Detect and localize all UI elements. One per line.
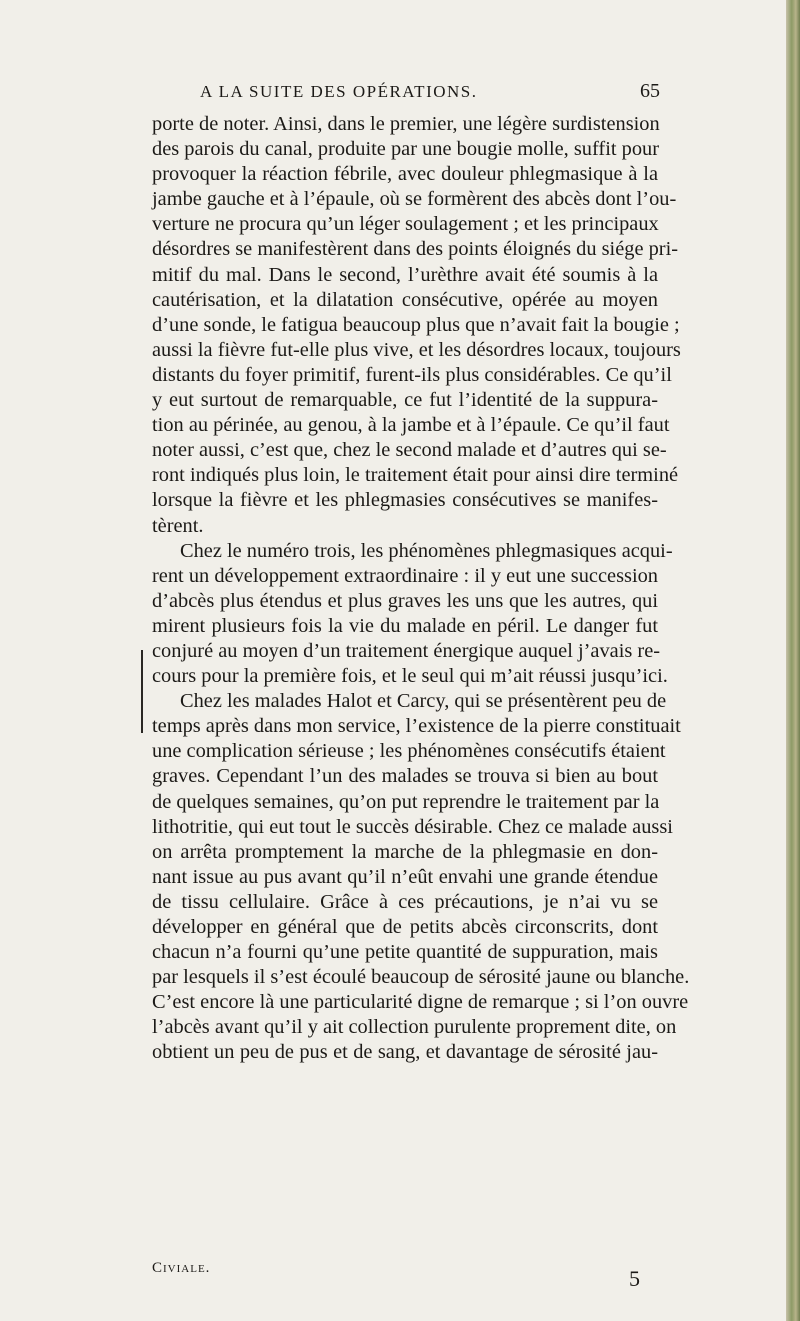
margin-mark [141,650,143,733]
text-line: ront indiqués plus loin, le traitement était pour ainsi dire terminé [152,464,679,487]
body-text [152,112,690,1066]
text-line: verture ne procura qu’un léger soulagement ; et les principaux [152,213,659,236]
sheet-number: 5 [629,1266,640,1291]
text-line: d’une sonde, le fatigua beaucoup plus que n’avait fait la bougie ; [152,313,680,336]
text-line: C’est encore là une particularité digne de remarque ; si l’on ouvre [152,991,689,1014]
page-footer [152,1258,658,1298]
text-line: on arrêta promptement la marche de la phlegmasie en don- [152,840,658,863]
text-line: rent un développement extraordinaire : il y eut une succession [152,564,658,587]
page-edge [786,0,800,1321]
text-line: tèrent. [152,514,204,537]
text-line: désordres se manifestèrent dans des points éloignés du siége pri- [152,238,679,261]
text-line: obtient un peu de pus et de sang, et davantage de sérosité jau- [152,1041,658,1064]
text-line: chacun n’a fourni qu’une petite quantité de suppuration, mais [152,941,658,964]
text-line: lorsque la fièvre et les phlegmasies consécutives se manifes- [152,489,658,512]
signature-mark: Civiale. [152,1260,211,1276]
text-line: d’abcès plus étendus et plus graves les uns que les autres, qui [152,589,658,612]
text-line: l’abcès avant qu’il y ait collection purulente proprement dite, on [152,1016,677,1039]
text-line: graves. Cependant l’un des malades se trouva si bien au bout [152,765,658,788]
text-line: porte de noter. Ainsi, dans le premier, une légère surdistension [152,113,660,135]
text-line: cours pour la première fois, et le seul qui m’ait réussi jusqu’ici. [152,665,668,688]
page-header [200,82,660,110]
text-line: y eut surtout de remarquable, ce fut l’identité de la suppura- [152,389,658,412]
text-line: de quelques semaines, qu’on put reprendre le traitement par la [152,790,660,813]
text-line: aussi la fièvre fut-elle plus vive, et les désordres locaux, toujours [152,338,681,361]
page-number: 65 [640,80,660,102]
text-line: temps après dans mon service, l’existence de la pierre constituait [152,715,681,738]
text-line: développer en général que de petits abcès circonscrits, dont [152,916,658,938]
text-line: Chez le numéro trois, les phénomènes phlegmasiques acqui- [180,539,673,562]
text-line: jambe gauche et à l’épaule, où se formèrent des abcès dont l’ou- [152,188,677,211]
text-line: nant issue au pus avant qu’il n’eût envahi une grande étendue [152,865,658,888]
text-line: tion au périnée, au genou, à la jambe et à l’épaule. Ce qu’il faut [152,414,670,437]
running-head: A LA SUITE DES OPÉRATIONS. [200,82,478,101]
text-line: par lesquels il s’est écoulé beaucoup de sérosité jaune ou blanche. [152,966,690,989]
text-line: mitif du mal. Dans le second, l’urèthre avait été soumis à la [152,263,658,286]
text-line: de tissu cellulaire. Grâce à ces précautions, je n’ai vu se [152,890,658,913]
text-line: noter aussi, c’est que, chez le second malade et d’autres qui se- [152,439,667,462]
text-line: une complication sérieuse ; les phénomènes consécutifs étaient [152,740,666,763]
text-line: des parois du canal, produite par une bougie molle, suffit pour [152,138,659,161]
text-line: lithotritie, qui eut tout le succès désirable. Chez ce malade aussi [152,815,673,838]
text-line: cautérisation, et la dilatation consécutive, opérée au moyen [152,288,658,311]
text-line: provoquer la réaction fébrile, avec douleur phlegmasique à la [152,163,658,186]
text-line: mirent plusieurs fois la vie du malade en péril. Le danger fut [152,614,658,637]
text-line: conjuré au moyen d’un traitement énergique auquel j’avais re- [152,639,661,662]
text-line: Chez les malades Halot et Carcy, qui se présentèrent peu de [180,690,667,713]
text-line: distants du foyer primitif, furent-ils plus considérables. Ce qu’il [152,363,672,386]
